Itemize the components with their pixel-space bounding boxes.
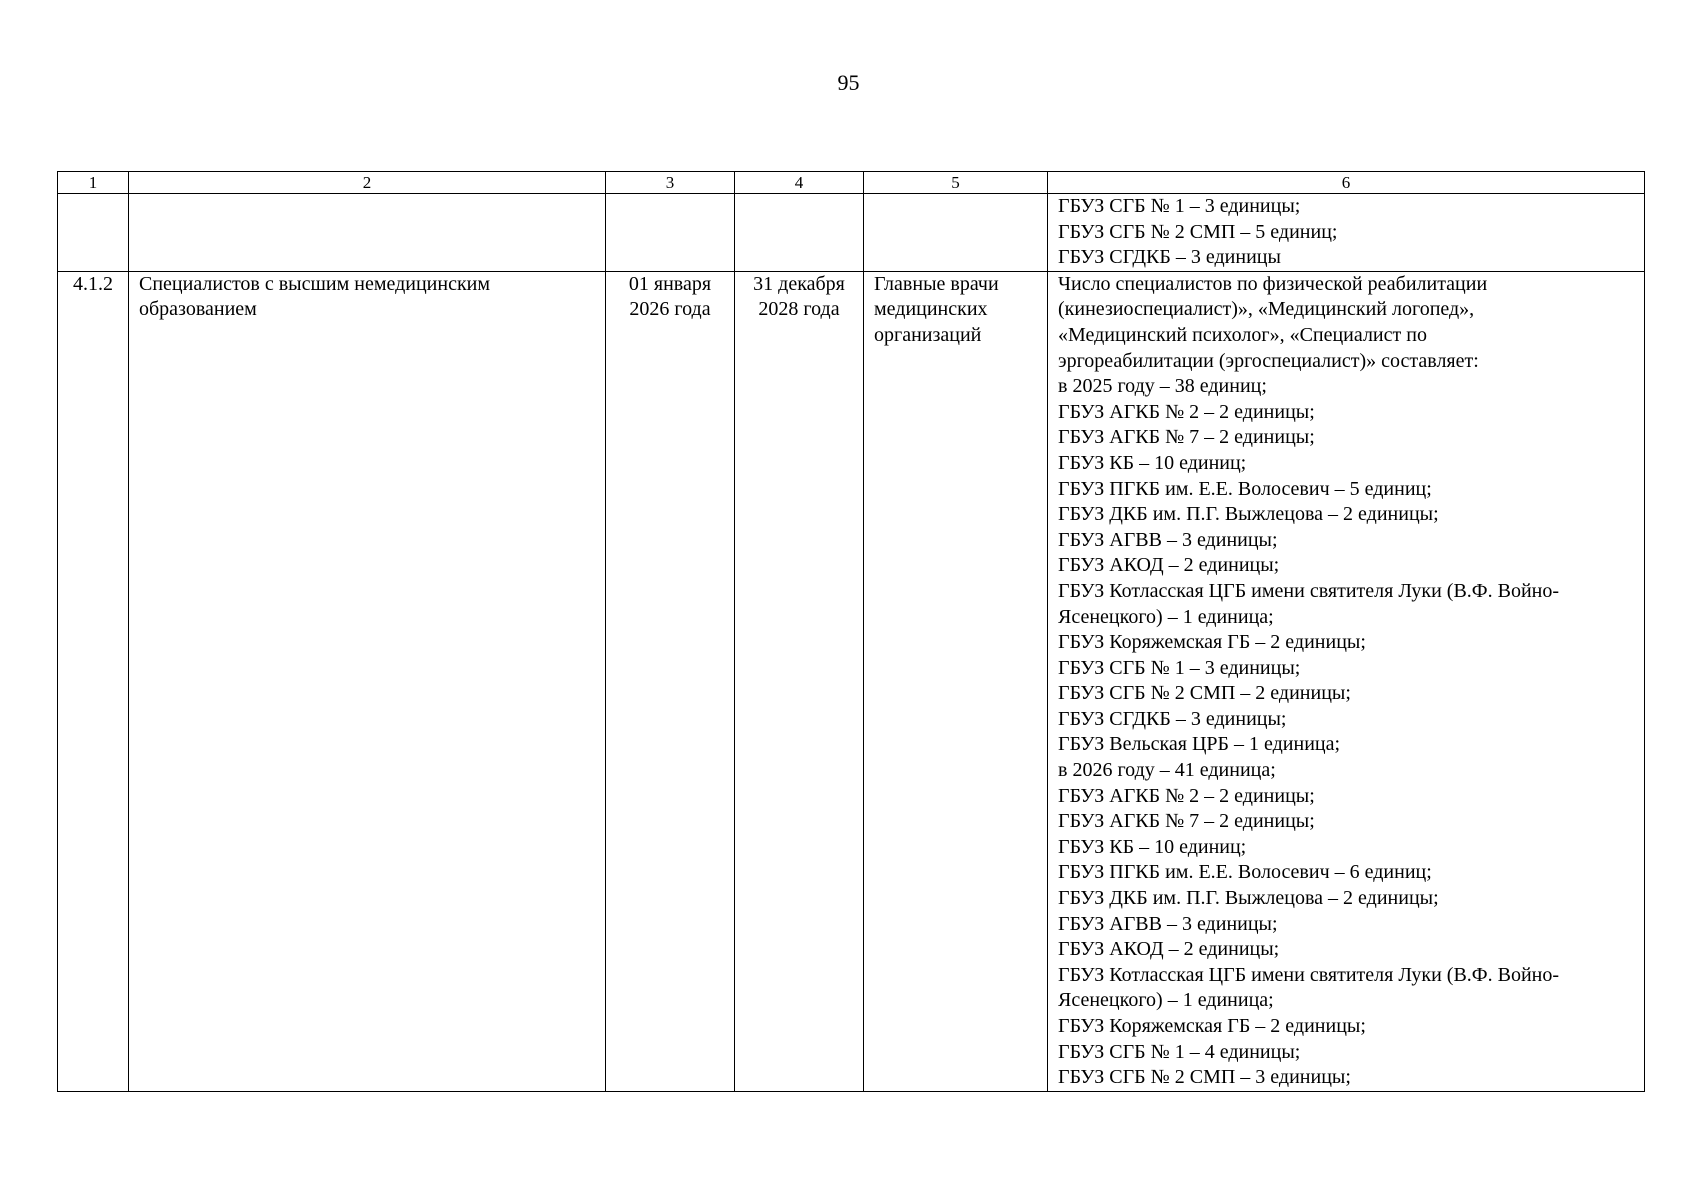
table-header-row	[58, 172, 1645, 194]
responsible-line: Главные врачи	[874, 272, 999, 295]
result-line: ГБУЗ АГКБ № 2 – 2 единицы;	[1058, 784, 1315, 807]
header-cell-2: 2	[129, 172, 606, 194]
result-line: ГБУЗ СГБ № 2 СМП – 2 единицы;	[1058, 682, 1351, 705]
activity-name-cell	[129, 271, 606, 1091]
start-date-line: 2026 года	[629, 298, 711, 321]
header-cell-6: 6	[1048, 172, 1645, 194]
result-line: ГБУЗ АГКБ № 7 – 2 единицы;	[1058, 810, 1315, 833]
continuation-cell-5	[864, 194, 1048, 272]
result-line: в 2026 году – 41 единица;	[1058, 759, 1276, 782]
result-line: ГБУЗ ПГКБ им. Е.Е. Волосевич – 5 единиц;	[1058, 477, 1432, 500]
result-line: ГБУЗ СГБ № 2 СМП – 3 единицы;	[1058, 1066, 1351, 1089]
continuation-cell-4	[735, 194, 864, 272]
result-line: ГБУЗ Вельская ЦРБ – 1 единица;	[1058, 733, 1341, 756]
result-line: в 2025 году – 38 единиц;	[1058, 375, 1267, 398]
row-number: 4.1.2	[73, 272, 113, 295]
program-table	[57, 171, 1645, 1092]
result-line: ГБУЗ АГКБ № 7 – 2 единицы;	[1058, 426, 1315, 449]
result-line: ГБУЗ ДКБ им. П.Г. Выжлецова – 2 единицы;	[1058, 887, 1439, 910]
continuation-cell-2	[129, 194, 606, 272]
header-cell-4: 4	[735, 172, 864, 194]
result-line: ГБУЗ Котласская ЦГБ имени святителя Луки (В.Ф. Войно-	[1058, 579, 1560, 602]
result-line: ГБУЗ Коряжемская ГБ – 2 единицы;	[1058, 1015, 1366, 1037]
end-date-cell	[735, 271, 864, 1091]
header-cell-3: 3	[606, 172, 735, 194]
result-line: Ясенецкого) – 1 единица;	[1058, 605, 1274, 628]
result-line: «Медицинский психолог», «Специалист по	[1058, 323, 1427, 346]
activity-name-line: образованием	[139, 298, 257, 321]
result-line: ГБУЗ СГБ № 1 – 4 единицы;	[1058, 1040, 1301, 1063]
start-date-cell	[606, 271, 735, 1091]
result-cell	[1048, 271, 1645, 1091]
responsible-line: медицинских	[874, 298, 988, 321]
result-line: ГБУЗ АКОД – 2 единицы;	[1058, 554, 1280, 577]
continuation-cell-1	[58, 194, 129, 272]
result-line: ГБУЗ АГКБ № 2 – 2 единицы;	[1058, 400, 1315, 423]
result-line: ГБУЗ АГВВ – 3 единицы;	[1058, 528, 1278, 551]
continuation-row	[58, 194, 1645, 272]
continuation-cell-3	[606, 194, 735, 272]
header-cell-5: 5	[864, 172, 1048, 194]
result-line: ГБУЗ СГДКБ – 3 единицы;	[1058, 707, 1287, 730]
table-row-4-1-2	[58, 271, 1645, 1091]
activity-name-line: Специалистов с высшим немедицинским	[139, 272, 491, 295]
result-line: ГБУЗ АГВВ – 3 единицы;	[1058, 912, 1278, 935]
result-line: ГБУЗ АКОД – 2 единицы;	[1058, 938, 1280, 961]
result-line: ГБУЗ Котласская ЦГБ имени святителя Луки (В.Ф. Войно-	[1058, 963, 1560, 986]
page-number: 95	[837, 70, 860, 95]
continuation-line: ГБУЗ СГБ № 2 СМП – 5 единиц;	[1058, 220, 1338, 243]
result-line: ГБУЗ Коряжемская ГБ – 2 единицы;	[1058, 631, 1366, 654]
result-line: ГБУЗ ДКБ им. П.Г. Выжлецова – 2 единицы;	[1058, 503, 1439, 526]
end-date-line: 31 декабря	[753, 272, 845, 295]
continuation-line: ГБУЗ СГБ № 1 – 3 единицы;	[1058, 195, 1301, 217]
result-line: ГБУЗ КБ – 10 единиц;	[1058, 835, 1247, 858]
responsible-cell	[864, 271, 1048, 1091]
header-cell-1: 1	[58, 172, 129, 194]
result-line: Ясенецкого) – 1 единица;	[1058, 989, 1274, 1012]
result-line: ГБУЗ КБ – 10 единиц;	[1058, 451, 1247, 474]
end-date-line: 2028 года	[758, 298, 840, 321]
result-line: (кинезиоспециалист)», «Медицинский логопед»,	[1058, 298, 1475, 321]
responsible-line: организаций	[874, 323, 982, 346]
result-line: Число специалистов по физической реабилитации	[1058, 272, 1488, 295]
result-line: ГБУЗ СГБ № 1 – 3 единицы;	[1058, 656, 1301, 679]
row-number-cell	[58, 271, 129, 1091]
continuation-line: ГБУЗ СГДКБ – 3 единицы	[1058, 246, 1281, 269]
result-line: ГБУЗ ПГКБ им. Е.Е. Волосевич – 6 единиц;	[1058, 861, 1432, 884]
continuation-result-cell	[1048, 194, 1645, 272]
start-date-line: 01 января	[628, 272, 712, 295]
result-line: эргореабилитации (эргоспециалист)» составляет:	[1058, 349, 1479, 372]
